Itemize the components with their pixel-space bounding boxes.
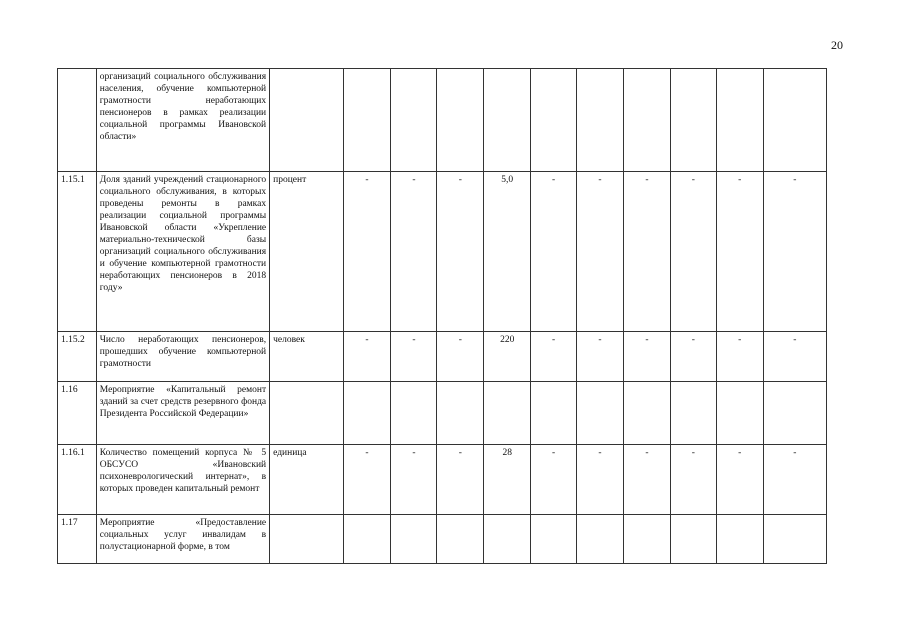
value-cell bbox=[437, 515, 484, 564]
indicator-description-cell: организаций социального обслуживания населения, обучение компьютерной грамотности неработающих пенсионеров в рамках реализации социальной программы Ивановской области» bbox=[96, 69, 269, 172]
row-number-cell: 1.15.1 bbox=[58, 172, 97, 332]
value-cell bbox=[531, 69, 577, 172]
value-cell: - bbox=[763, 332, 826, 382]
row-number-cell: 1.16 bbox=[58, 382, 97, 445]
value-cell: - bbox=[531, 172, 577, 332]
value-cell: - bbox=[343, 332, 391, 382]
value-cell: - bbox=[577, 332, 624, 382]
value-cell bbox=[484, 515, 531, 564]
value-cell: - bbox=[670, 172, 716, 332]
unit-cell bbox=[270, 69, 343, 172]
value-cell: - bbox=[716, 332, 763, 382]
value-cell: - bbox=[670, 332, 716, 382]
row-number-cell: 1.16.1 bbox=[58, 445, 97, 515]
indicator-description-cell: Доля зданий учреждений стационарного социального обслуживания, в которых проведены ремонты в рамках реализации социальной программы Ивановской области «Укрепление материально-технической базы организаций социального обслуживания и обучение компьютерной грамотности неработающих пенсионеров в 2018 году» bbox=[96, 172, 269, 332]
value-cell: - bbox=[716, 445, 763, 515]
value-cell bbox=[437, 382, 484, 445]
value-cell bbox=[531, 382, 577, 445]
value-cell: - bbox=[531, 445, 577, 515]
value-cell bbox=[343, 69, 391, 172]
value-cell bbox=[763, 382, 826, 445]
row-number-cell: 1.17 bbox=[58, 515, 97, 564]
value-cell: - bbox=[763, 445, 826, 515]
unit-cell bbox=[270, 515, 343, 564]
row-number-cell bbox=[58, 69, 97, 172]
table-row bbox=[58, 69, 827, 172]
value-cell: - bbox=[670, 445, 716, 515]
value-cell bbox=[623, 382, 670, 445]
value-cell bbox=[437, 69, 484, 172]
value-cell: - bbox=[437, 445, 484, 515]
unit-cell: единица bbox=[270, 445, 343, 515]
value-cell bbox=[670, 382, 716, 445]
indicator-description-cell: Мероприятие «Предоставление социальных услуг инвалидам в полустационарной форме, в том bbox=[96, 515, 269, 564]
value-cell bbox=[484, 382, 531, 445]
value-cell bbox=[716, 382, 763, 445]
value-cell bbox=[763, 69, 826, 172]
row-number-cell: 1.15.2 bbox=[58, 332, 97, 382]
value-cell bbox=[623, 69, 670, 172]
value-cell: - bbox=[437, 332, 484, 382]
value-cell: - bbox=[391, 332, 437, 382]
value-cell bbox=[670, 69, 716, 172]
value-cell: - bbox=[716, 172, 763, 332]
table-row bbox=[58, 515, 827, 564]
table-row bbox=[58, 332, 827, 382]
value-cell: - bbox=[343, 445, 391, 515]
value-cell bbox=[577, 515, 624, 564]
value-cell: - bbox=[623, 172, 670, 332]
value-cell: 28 bbox=[484, 445, 531, 515]
value-cell bbox=[391, 382, 437, 445]
value-cell bbox=[391, 515, 437, 564]
value-cell: - bbox=[577, 445, 624, 515]
value-cell bbox=[623, 515, 670, 564]
value-cell: - bbox=[343, 172, 391, 332]
value-cell bbox=[577, 382, 624, 445]
value-cell bbox=[484, 69, 531, 172]
unit-cell: человек bbox=[270, 332, 343, 382]
indicator-description-cell: Число неработающих пенсионеров, прошедших обучение компьютерной грамотности bbox=[96, 332, 269, 382]
page-number: 20 bbox=[831, 38, 843, 52]
table-row bbox=[58, 445, 827, 515]
value-cell bbox=[391, 69, 437, 172]
value-cell bbox=[670, 515, 716, 564]
indicator-description-cell: Мероприятие «Капитальный ремонт зданий за счет средств резервного фонда Президента Российской Федерации» bbox=[96, 382, 269, 445]
indicators-table bbox=[57, 68, 827, 564]
value-cell bbox=[716, 69, 763, 172]
value-cell bbox=[343, 515, 391, 564]
value-cell bbox=[716, 515, 763, 564]
indicator-description-cell: Количество помещений корпуса № 5 ОБСУСО «Ивановский психоневрологический интернат», в которых проведен капитальный ремонт bbox=[96, 445, 269, 515]
value-cell: 5,0 bbox=[484, 172, 531, 332]
value-cell bbox=[577, 69, 624, 172]
value-cell: - bbox=[437, 172, 484, 332]
unit-cell bbox=[270, 382, 343, 445]
value-cell bbox=[531, 515, 577, 564]
value-cell: - bbox=[623, 445, 670, 515]
value-cell: 220 bbox=[484, 332, 531, 382]
value-cell: - bbox=[391, 445, 437, 515]
value-cell: - bbox=[577, 172, 624, 332]
value-cell: - bbox=[763, 172, 826, 332]
unit-cell: процент bbox=[270, 172, 343, 332]
value-cell: - bbox=[623, 332, 670, 382]
table-row bbox=[58, 382, 827, 445]
value-cell: - bbox=[391, 172, 437, 332]
value-cell bbox=[343, 382, 391, 445]
value-cell bbox=[763, 515, 826, 564]
table-row bbox=[58, 172, 827, 332]
value-cell: - bbox=[531, 332, 577, 382]
